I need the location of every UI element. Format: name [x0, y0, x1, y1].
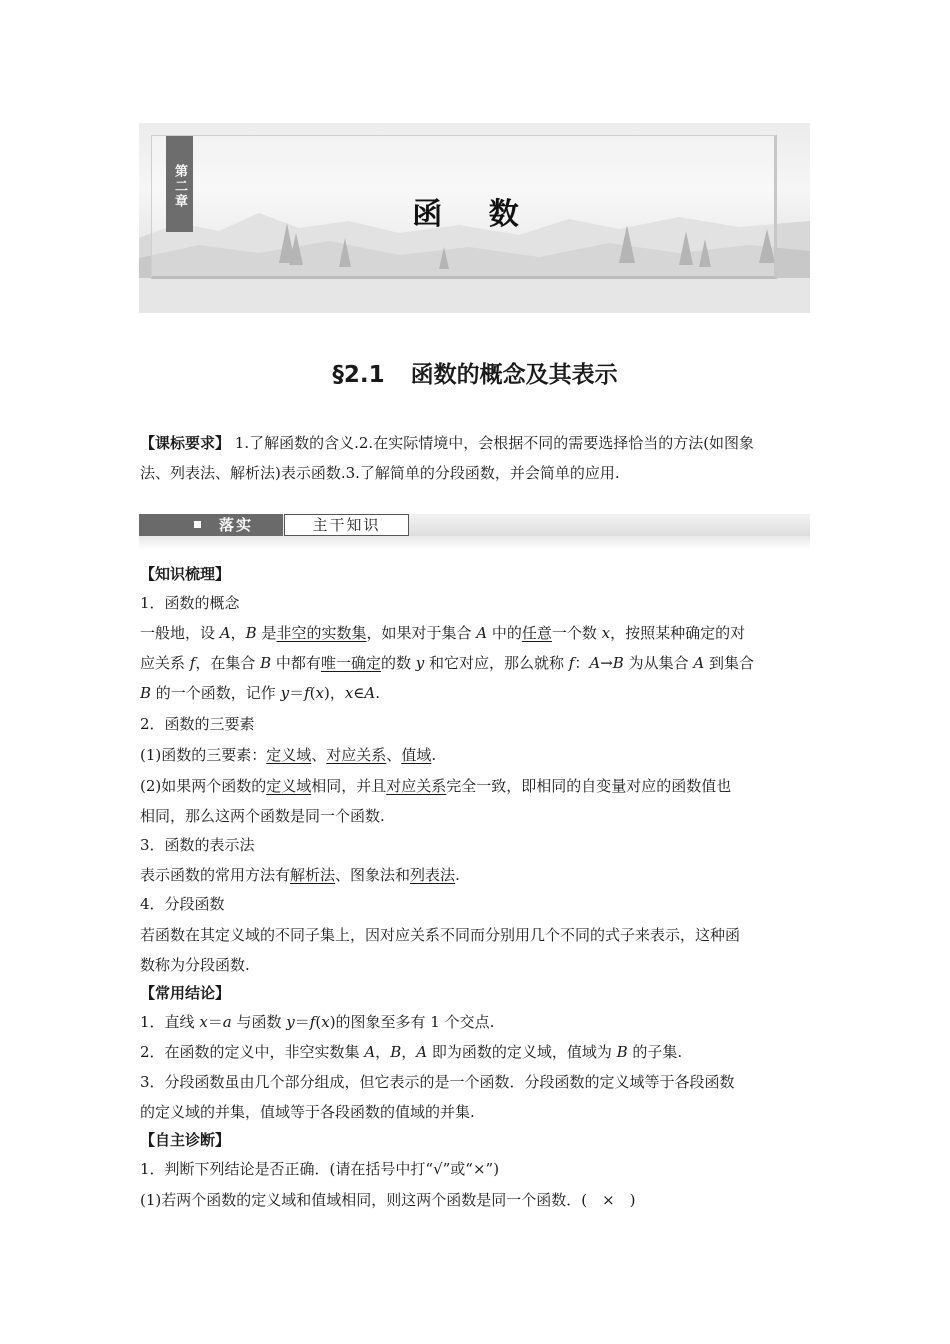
conclusion-1: 1．直线 x＝a 与函数 y＝f(x)的图象至多有 1 个交点.: [140, 1013, 495, 1031]
item1-line2: 应关系 f，在集合 B 中都有唯一确定的数 y 和它对应，那么就称 f：A→B 为从集合 A 到集合: [140, 654, 754, 672]
item3-line1: 表示函数的常用方法有解析法、图象法和列表法.: [140, 866, 460, 884]
section-name: 函数的概念及其表示: [410, 362, 618, 388]
knowledge-heading: 【知识梳理】: [140, 565, 231, 583]
square-icon: [194, 521, 201, 528]
item4-title: 4．分段函数: [140, 895, 225, 913]
item4-line2: 数称为分段函数.: [140, 956, 250, 974]
requirements-paragraph: [140, 428, 810, 488]
conclusion-2: 2．在函数的定义中，非空实数集 A，B，A 即为函数的定义域，值域为 B 的子集.: [140, 1043, 683, 1061]
chapter-label: 第二章: [166, 136, 193, 232]
item4-line1: 若函数在其定义域的不同子集上，因对应关系不同而分别用几个不同的式子来表示，这种函: [140, 926, 741, 944]
diagnosis-question-1: 1．判断下列结论是否正确．(请在括号中打“√”或“×”): [140, 1160, 500, 1178]
item3-title: 3．函数的表示法: [140, 836, 255, 854]
bar-dark-label: 落实: [219, 516, 254, 534]
diagnosis-heading: 【自主诊断】: [140, 1131, 231, 1149]
item1-line1: 一般地，设 A，B 是非空的实数集，如果对于集合 A 中的任意一个数 x，按照某种确定的对: [140, 624, 746, 642]
bar-dark-block: [139, 514, 283, 536]
item1-line3: B 的一个函数，记作 y＝f(x)，x∈A.: [140, 684, 381, 702]
section-title: [0, 356, 950, 389]
requirements-label: 【课标要求】: [140, 434, 231, 452]
item2-line2: (2)如果两个函数的定义域相同，并且对应关系完全一致，即相同的自变量对应的函数值也: [140, 777, 732, 795]
chapter-banner: [139, 123, 810, 313]
bar-light-label: 主干知识: [284, 514, 409, 536]
item1-title: 1．函数的概念: [140, 594, 240, 612]
item2-line3: 相同，那么这两个函数是同一个函数.: [140, 807, 385, 825]
section-number: §2.1: [332, 362, 385, 388]
item2-title: 2．函数的三要素: [140, 715, 255, 733]
chapter-title: 函 数: [412, 197, 537, 232]
diagnosis-item-1-1: (1)若两个函数的定义域和值域相同，则这两个函数是同一个函数．( × ): [140, 1191, 636, 1209]
conclusion-3-line1: 3．分段函数虽由几个部分组成，但它表示的是一个函数．分段函数的定义域等于各段函数: [140, 1073, 735, 1091]
requirements-line2: 法、列表法、解析法)表示函数.3.了解简单的分段函数，并会简单的应用.: [140, 464, 620, 482]
requirements-line1: 1.了解函数的含义.2.在实际情境中，会根据不同的需要选择恰当的方法(如图象: [234, 434, 755, 452]
bar-shadow: [139, 536, 810, 550]
conclusion-3-line2: 的定义域的并集，值域等于各段函数的值域的并集.: [140, 1103, 475, 1121]
conclusions-heading: 【常用结论】: [140, 984, 231, 1002]
section-bar: [139, 514, 810, 536]
item2-line1: (1)函数的三要素：定义域、对应关系、值域.: [140, 746, 437, 764]
